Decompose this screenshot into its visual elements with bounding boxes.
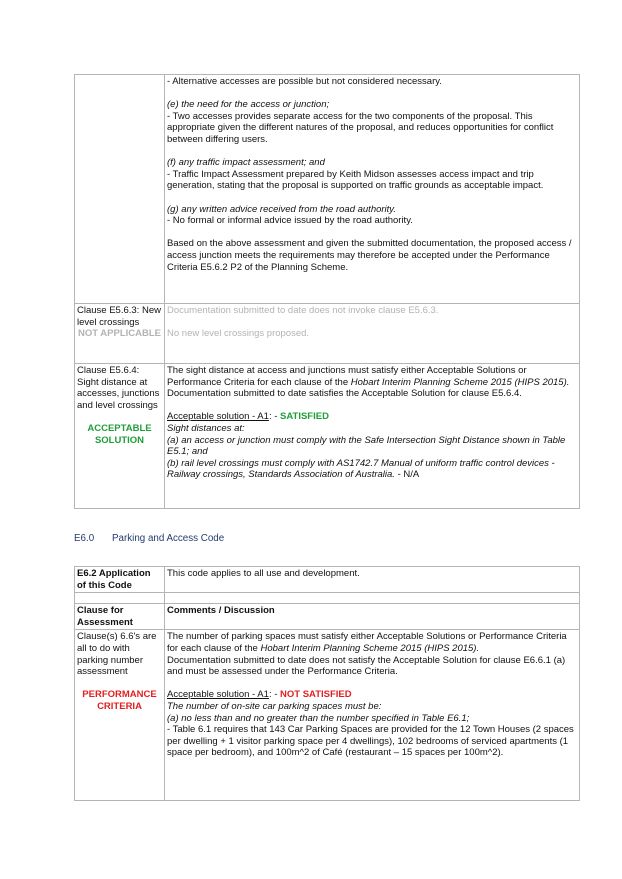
requirement-detail: - Table 6.1 requires that 143 Car Parking Spaces are provided for the 12 Town Houses (2 spaces per dwelling + 1 visitor parking space per 4 dwellings), 102 bedrooms of serviced apartments (1 space per bedroom), and 100m^2 of Café (restaurant – 15 spaces per 100m^2).	[167, 724, 574, 759]
separator: : -	[268, 411, 281, 423]
spacer-cell	[75, 593, 165, 604]
separator: : -	[268, 689, 281, 701]
comments-cell	[165, 75, 580, 304]
assessment-table-parking	[74, 566, 580, 801]
comments-cell	[165, 304, 580, 364]
criterion-g: (g) any written advice received from the road authority.	[167, 203, 396, 215]
table-row	[75, 630, 580, 801]
comment-line: - Alternative accesses are possible but not considered necessary.	[167, 76, 442, 87]
solution-status: SATISFIED	[280, 411, 329, 423]
solution-label: Acceptable solution - A1	[167, 411, 269, 423]
requirement-item: (a) an access or junction must comply with the Safe Intersection Sight Distance shown in Table E5.1; and	[167, 434, 566, 458]
table-row	[75, 364, 580, 509]
requirement-item	[167, 458, 577, 481]
clause-cell	[75, 630, 165, 801]
application-text: This code applies to all use and development.	[165, 567, 580, 593]
comments-cell	[165, 630, 580, 801]
status-badge: PERFORMANCE CRITERIA	[82, 689, 157, 712]
section-title: Parking and Access Code	[112, 533, 225, 544]
clause-label: Clause(s) 6.6's are all to do with parking number assessment	[77, 631, 157, 678]
intro-paragraph	[167, 631, 577, 654]
clause-cell	[75, 364, 165, 509]
clause-label: Clause E5.6.4: Sight distance at accesses, junctions and level crossings	[77, 365, 160, 411]
application-label: E6.2 Application of this Code	[75, 567, 165, 593]
clause-cell	[75, 75, 165, 304]
clause-label: Clause E5.6.3: New level crossings	[77, 305, 161, 328]
criterion-e: (e) the need for the access or junction;	[167, 99, 330, 111]
table-row	[75, 567, 580, 593]
comment-line: - Traffic Impact Assessment prepared by Keith Midson assesses access impact and trip generation, stating that the proposal is supported on traffic grounds as acceptable impact.	[167, 168, 544, 192]
clause-cell	[75, 304, 165, 364]
solution-line	[167, 411, 577, 423]
requirement-suffix: - N/A	[394, 469, 420, 481]
intro-text: The sight distance at access and junctions must satisfy either Acceptable Solutions or Performance Criteria for each clause of the	[167, 365, 527, 388]
comment-line: Documentation submitted to date satisfies the Acceptable Solution for clause E5.6.4.	[167, 388, 522, 400]
table-row	[75, 304, 580, 364]
intro-text: The number of parking spaces must satisfy either Acceptable Solutions or Performance Criteria for each clause of the	[167, 631, 567, 654]
requirement-item: (a) no less than and no greater than the number specified in Table E6.1;	[167, 712, 470, 724]
table-row	[75, 604, 580, 630]
column-header: Clause for Assessment	[75, 604, 165, 630]
solution-label: Acceptable solution - A1	[167, 689, 269, 701]
comment-line: Documentation submitted to date does not invoke clause E5.6.3.	[167, 305, 439, 316]
requirement-heading: Sight distances at:	[167, 422, 245, 434]
column-header: Comments / Discussion	[165, 604, 580, 630]
criterion-f: (f) any traffic impact assessment; and	[167, 157, 325, 169]
comment-line: - Two accesses provides separate access for the two components of the proposal. This appropriate given the different natures of the proposal, and reduces opportunities for conflict between differing users.	[167, 110, 554, 145]
intro-paragraph	[167, 365, 577, 388]
table-row	[75, 593, 580, 604]
scheme-name: Hobart Interim Planning Scheme 2015 (HIPS 2015).	[260, 642, 480, 654]
assessment-table-road	[74, 74, 580, 509]
table-row	[75, 75, 580, 304]
status-badge: NOT APPLICABLE	[77, 328, 162, 340]
requirement-heading: The number of on-site car parking spaces must be:	[167, 700, 382, 712]
solution-line	[167, 689, 577, 701]
conclusion-paragraph: Based on the above assessment and given the submitted documentation, the proposed access / access junction meets the requirements may therefore be accepted under the Performance Criteria E5.6.2 P2 of the Planning Scheme.	[167, 238, 572, 273]
comments-cell	[165, 364, 580, 509]
requirement-text: (b) rail level crossings must comply with AS1742.7 Manual of uniform traffic control devices - Railway crossings, Standards Association of Australia.	[167, 457, 555, 481]
comment-line: Documentation submitted to date does not satisfy the Acceptable Solution for clause E6.6.1 (a) and must be assessed under the Performance Criteria.	[167, 654, 566, 678]
section-number: E6.0	[74, 533, 95, 544]
scheme-name: Hobart Interim Planning Scheme 2015 (HIPS 2015).	[350, 376, 570, 388]
status-badge: ACCEPTABLE SOLUTION	[87, 422, 152, 446]
section-heading	[74, 533, 224, 544]
spacer-cell	[165, 593, 580, 604]
comment-line: No new level crossings proposed.	[167, 328, 310, 340]
solution-status: NOT SATISFIED	[280, 689, 352, 701]
comment-line: - No formal or informal advice issued by the road authority.	[167, 215, 413, 227]
